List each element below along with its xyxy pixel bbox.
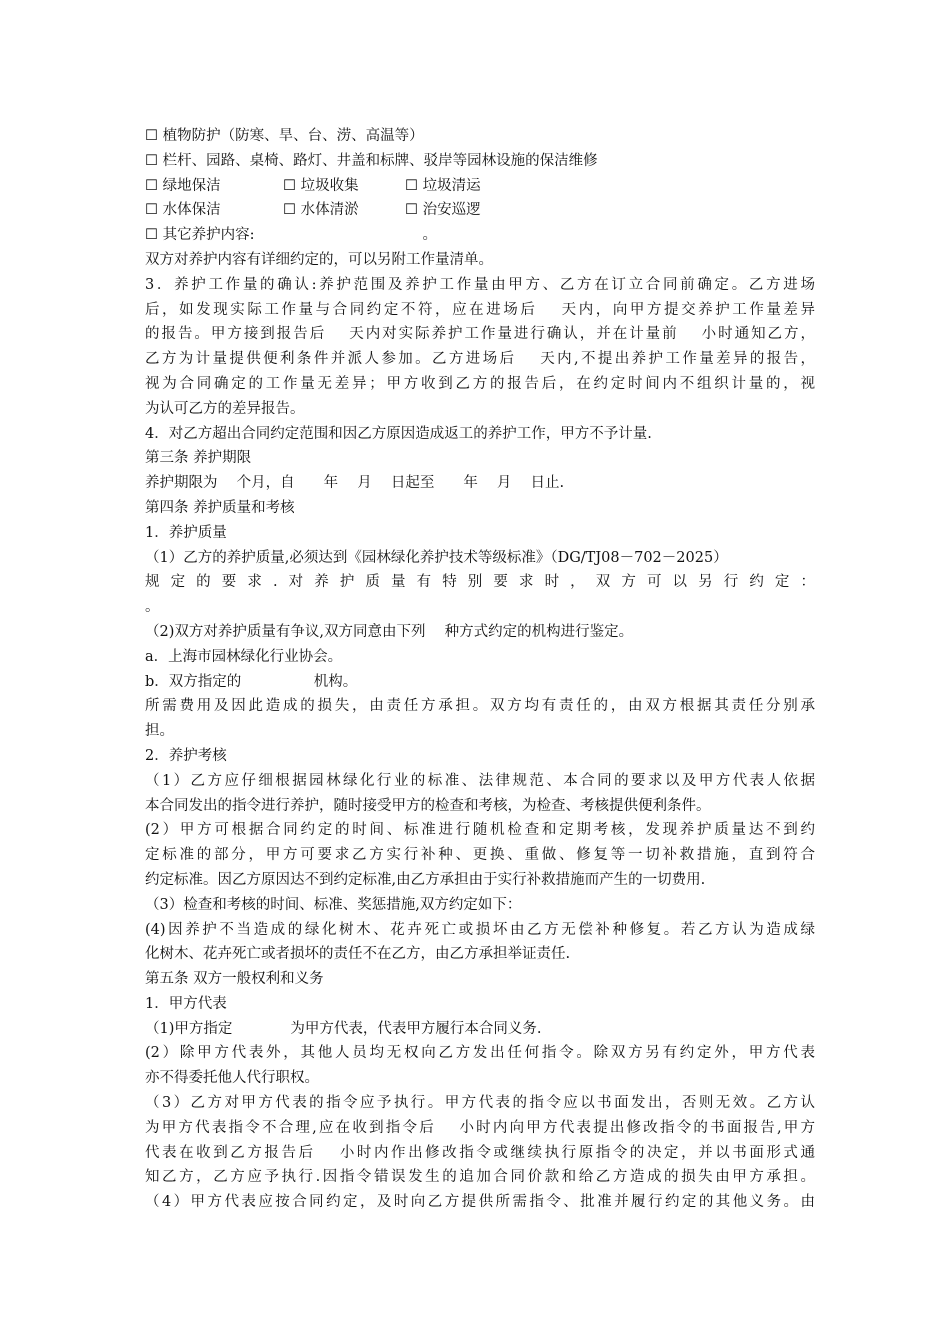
section-heading: 1．甲方代表	[145, 995, 227, 1012]
checkbox-garbage-transport: ☐ 垃圾清运	[405, 177, 481, 194]
paragraph-line: 为甲方代表指令不合理,应在收到指令后 小时内向甲方代表提出修改指令的书面报告,甲方	[145, 1119, 815, 1136]
checkbox-green-cleaning: ☐ 绿地保洁	[145, 177, 221, 194]
paragraph-line: 所需费用及因此造成的损失，由责任方承担。双方均有责任的，由双方根据其责任分别承	[145, 698, 815, 715]
section-heading: 1．养护质量	[145, 524, 227, 541]
paragraph-line: (4)因养护不当造成的绿化树木、花卉死亡或损坏由乙方无偿补种修复。若乙方认为造成绿	[145, 921, 815, 938]
paragraph-line: 养护期限为 个月，自 年 月 日起至 年 月 日止.	[145, 475, 565, 492]
article-heading: 第五条 双方一般权利和义务	[145, 971, 324, 988]
paragraph-line: 后，如发现实际工作量与合同约定不符，应在进场后 天内，向甲方提交养护工作量差异	[145, 301, 815, 318]
paragraph-line: （3）乙方对甲方代表的指令应予执行。甲方代表的指令应以书面发出，否则无效。乙方认	[145, 1095, 815, 1112]
paragraph-line: 代表在收到乙方报告后 小时内作出修改指令或继续执行原指令的决定，并以书面形式通	[145, 1144, 815, 1161]
paragraph-line: 本合同发出的指令进行养护，随时接受甲方的检查和考核，为检查、考核提供便利条件。	[145, 797, 711, 814]
paragraph-line: （3）检查和考核的时间、标准、奖惩措施,双方约定如下：	[145, 896, 522, 913]
article-heading: 第四条 养护质量和考核	[145, 499, 295, 516]
paragraph-line: 规定的要求.对养护质量有特别要求时，双方可以另行约定：	[145, 574, 815, 591]
paragraph-line: （1）乙方应仔细根据园林绿化行业的标准、法律规范、本合同的要求以及甲方代表人依据	[145, 772, 815, 789]
paragraph-line: 约定标准。因乙方原因达不到约定标准,由乙方承担由于实行补救措施而产生的一切费用.	[145, 871, 706, 888]
paragraph-line: 为认可乙方的差异报告。	[145, 400, 305, 417]
paragraph-line: 视为合同确定的工作量无差异；甲方收到乙方的报告后，在约定时间内不组织计量的，视	[145, 375, 815, 392]
paragraph-line: b．双方指定的 机构。	[145, 673, 358, 690]
paragraph-line: 定标准的部分，甲方可要求乙方实行补种、更换、重做、修复等一切补救措施，直到符合	[145, 847, 815, 864]
paragraph-line: 知乙方，乙方应予执行.因指令错误发生的追加合同价款和给乙方造成的损失由甲方承担。	[145, 1169, 815, 1186]
paragraph-line: 4．对乙方超出合同约定范围和因乙方原因造成返工的养护工作，甲方不予计量.	[145, 425, 652, 442]
checkbox-plant-protection: ☐ 植物防护（防寒、旱、台、涝、高温等）	[145, 128, 424, 144]
checkbox-row-cleaning	[145, 174, 815, 199]
section-heading: 2．养护考核	[145, 747, 227, 764]
paragraph-line: 乙方为计量提供便利条件并派人参加。乙方进场后 天内,不提出养护工作量差异的报告，	[145, 351, 815, 368]
paragraph-line: 亦不得委托他人代行职权。	[145, 1070, 319, 1087]
checkbox-other-end: 。	[422, 227, 437, 244]
paragraph-line: 化树木、花卉死亡或者损坏的责任不在乙方，由乙方承担举证责任.	[145, 946, 571, 963]
checkbox-facility-maintenance: ☐ 栏杆、园路、桌椅、路灯、井盖和标牌、驳岸等园林设施的保洁维修	[145, 152, 598, 169]
paragraph-line: （2)双方对养护质量有争议,双方同意由下列 种方式约定的机构进行鉴定。	[145, 623, 634, 640]
paragraph-line: 。	[145, 599, 160, 616]
paragraph-line: (2）甲方可根据合同约定的时间、标准进行随机检查和定期考核，发现养护质量达不到约	[145, 822, 815, 839]
paragraph-line: （1）乙方的养护质量,必须达到《园林绿化养护技术等级标准》（DG/TJ08－702－2025）	[145, 549, 728, 566]
checkbox-water-dredging: ☐ 水体清淤	[283, 202, 359, 219]
paragraph-line: a．上海市园林绿化行业协会。	[145, 648, 343, 665]
checkbox-security-patrol: ☐ 治安巡逻	[405, 202, 481, 219]
paragraph-line: 的报告。甲方接到报告后 天内对实际养护工作量进行确认，并在计量前 小时通知乙方，	[145, 326, 815, 343]
contract-page	[145, 124, 815, 1215]
paragraph-line: （1)甲方指定 为甲方代表，代表甲方履行本合同义务.	[145, 1020, 542, 1037]
checkbox-other-label: ☐ 其它养护内容:	[145, 227, 255, 244]
paragraph-line: (2）除甲方代表外，其他人员均无权向乙方发出任何指令。除双方另有约定外，甲方代表	[145, 1045, 815, 1062]
paragraph-line: 双方对养护内容有详细约定的，可以另附工作量清单。	[145, 251, 493, 268]
checkbox-garbage-collection: ☐ 垃圾收集	[283, 177, 359, 194]
checkbox-other	[145, 223, 815, 248]
article-heading: 第三条 养护期限	[145, 450, 252, 467]
paragraph-line: （4）甲方代表应按合同约定，及时向乙方提供所需指令、批准并履行约定的其他义务。由	[145, 1194, 815, 1211]
paragraph-line: 3．养护工作量的确认:养护范围及养护工作量由甲方、乙方在订立合同前确定。乙方进场	[145, 276, 815, 293]
checkbox-row-water	[145, 198, 815, 223]
paragraph-line: 担。	[145, 723, 174, 740]
checkbox-water-cleaning: ☐ 水体保洁	[145, 202, 221, 219]
